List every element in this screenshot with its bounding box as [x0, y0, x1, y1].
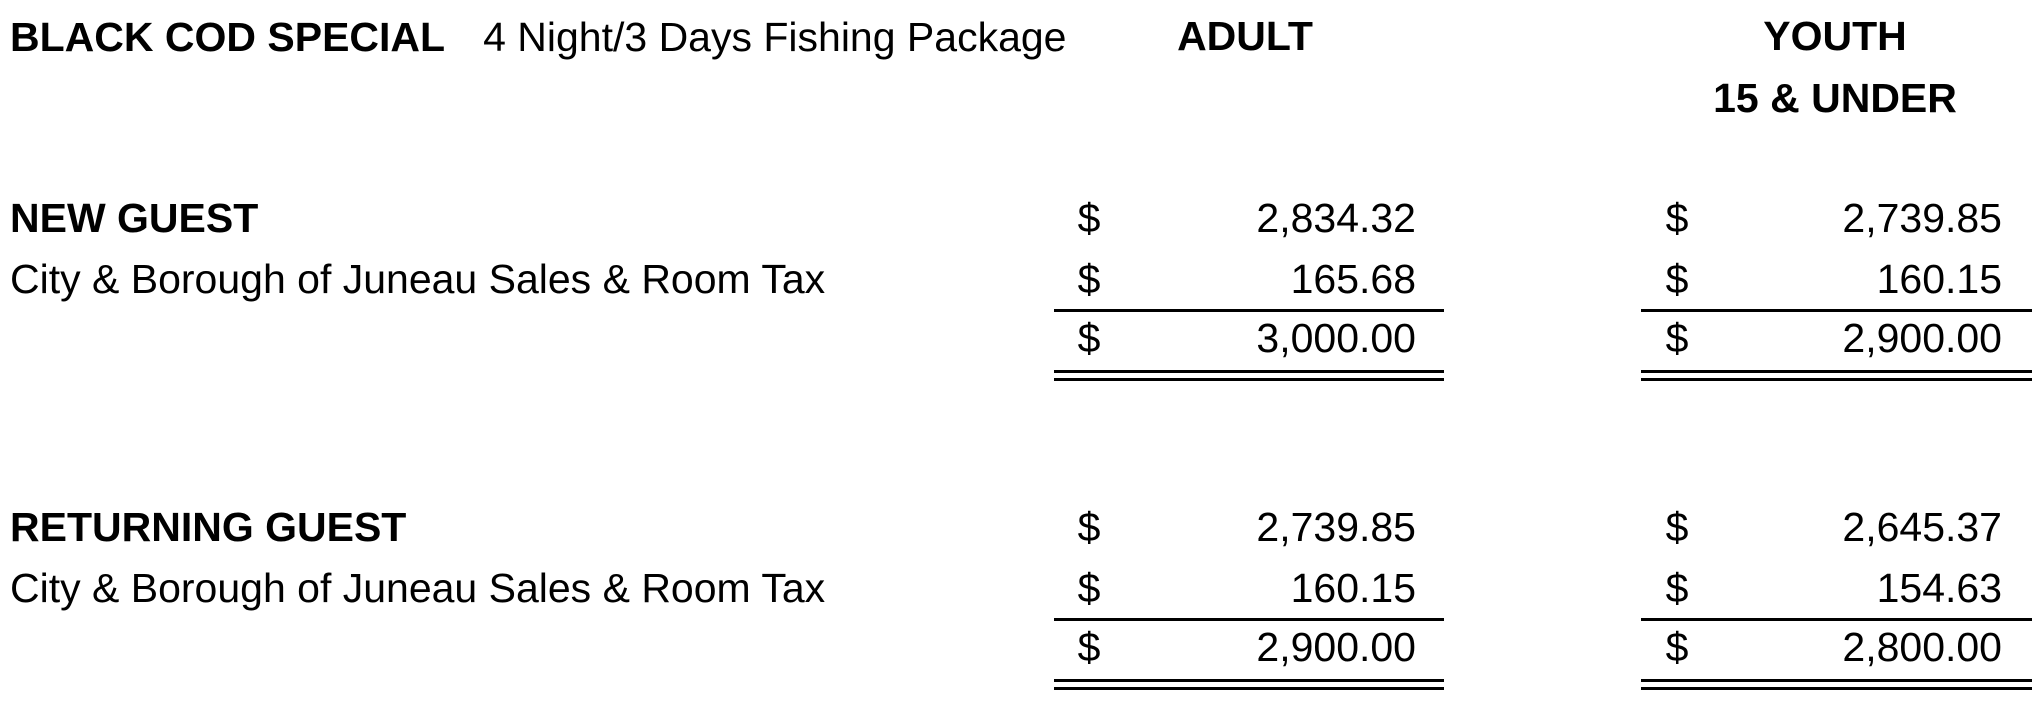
total-double-rule: [1641, 679, 2032, 690]
adult-tax-returning-guest: 160.15: [1290, 565, 1416, 611]
subtotal-rule: [1054, 309, 1444, 312]
adult-total-returning-guest: 2,900.00: [1256, 624, 1416, 670]
adult-tax-new-guest: 165.68: [1290, 256, 1416, 302]
tax-label-new-guest: City & Borough of Juneau Sales & Room Tax: [10, 256, 826, 302]
youth-tax-returning-guest: 154.63: [1876, 565, 2002, 611]
package-subtitle: 4 Night/3 Days Fishing Package: [483, 14, 1067, 60]
currency-symbol: $: [1077, 256, 1101, 302]
currency-symbol: $: [1077, 504, 1101, 550]
youth-column-header: [1695, 5, 1975, 129]
currency-symbol: $: [1665, 195, 1689, 241]
package-heading: [10, 12, 1067, 62]
currency-symbol: $: [1665, 624, 1689, 670]
currency-symbol: $: [1665, 565, 1689, 611]
currency-symbol: $: [1665, 315, 1689, 361]
subtotal-rule: [1641, 309, 2032, 312]
currency-symbol: $: [1077, 565, 1101, 611]
currency-symbol: $: [1077, 624, 1101, 670]
adult-base-new-guest: 2,834.32: [1256, 195, 1416, 241]
subtotal-rule: [1054, 618, 1444, 621]
adult-column-header: ADULT: [1177, 13, 1313, 59]
total-double-rule: [1054, 679, 1444, 690]
total-double-rule: [1054, 370, 1444, 381]
youth-sublabel: 15 & UNDER: [1713, 75, 1957, 121]
currency-symbol: $: [1665, 504, 1689, 550]
currency-symbol: $: [1077, 315, 1101, 361]
subtotal-rule: [1641, 618, 2032, 621]
youth-total-returning-guest: 2,800.00: [1842, 624, 2002, 670]
section-label-new-guest: NEW GUEST: [10, 195, 259, 241]
youth-base-returning-guest: 2,645.37: [1842, 504, 2002, 550]
adult-total-new-guest: 3,000.00: [1256, 315, 1416, 361]
tax-label-returning-guest: City & Borough of Juneau Sales & Room Tax: [10, 565, 826, 611]
currency-symbol: $: [1077, 195, 1101, 241]
youth-total-new-guest: 2,900.00: [1842, 315, 2002, 361]
section-label-returning-guest: RETURNING GUEST: [10, 504, 407, 550]
youth-label: YOUTH: [1763, 13, 1907, 59]
package-title: BLACK COD SPECIAL: [10, 14, 446, 60]
adult-base-returning-guest: 2,739.85: [1256, 504, 1416, 550]
youth-base-new-guest: 2,739.85: [1842, 195, 2002, 241]
youth-tax-new-guest: 160.15: [1876, 256, 2002, 302]
total-double-rule: [1641, 370, 2032, 381]
currency-symbol: $: [1665, 256, 1689, 302]
